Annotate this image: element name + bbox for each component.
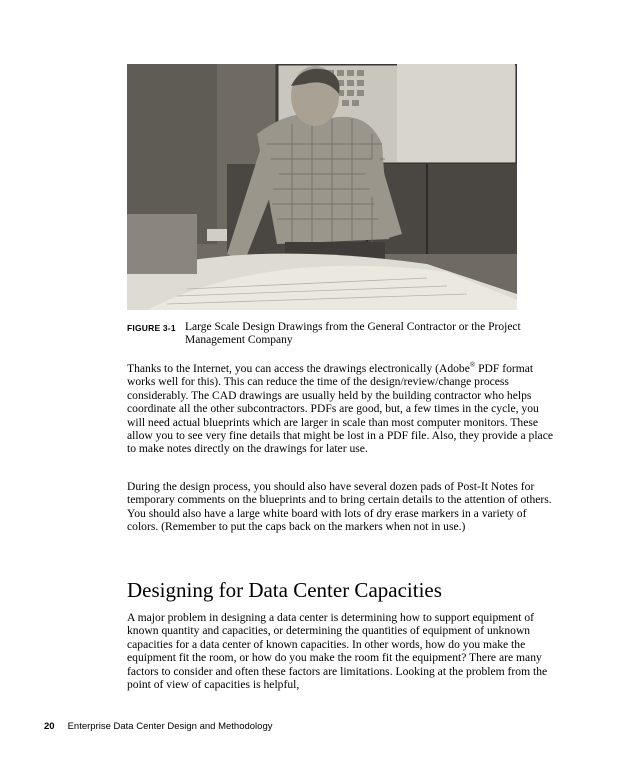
figure-label: FIGURE 3-1	[127, 323, 176, 333]
book-title: Enterprise Data Center Design and Methodology	[67, 721, 273, 732]
figure-photo	[127, 64, 517, 310]
figure-caption	[127, 321, 557, 347]
figure-caption-text: Large Scale Design Drawings from the General Contractor or the Project Management Company	[185, 321, 521, 346]
registered-mark: ®	[469, 361, 476, 370]
paragraph-capacities: A major problem in designing a data center is determining how to support equipment of known quantity and capacities, or determining the quantities of equipment of unknown capacities for a data center of known capacities. In other words, how do you make the equipment fit the room, or how do you make the room fit the equipment? There are many factors to consider and often these factors are limitations. Looking at the problem from the point of view of capacities is helpful,	[127, 611, 548, 692]
paragraph-design-process: During the design process, you should also have several dozen pads of Post-It Notes for temporary comments on the blueprints and to bring certain details to the attention of others. You should also have a large white board with lots of dry erase markers in a variety of colors. (Remember to put the caps back on the markers when not in use.)	[127, 480, 552, 534]
page-number: 20	[44, 721, 55, 732]
section-heading: Designing for Data Center Capacities	[127, 578, 442, 602]
photo-illustration	[127, 64, 517, 310]
paragraph-drawings	[127, 362, 559, 456]
page-footer	[44, 721, 272, 732]
paragraph-drawings-part1: Thanks to the Internet, you can access the drawings electronically (Adobe	[127, 362, 470, 375]
paragraph-drawings-part2: PDF format works well for this). This can reduce the time of the design/review/change process considerably. The CAD drawings are usually held by the building contractor who helps coordinate all the other subcontractors. PDFs are good, but, a few times in the cycle, you will need actual blueprints which are larger in scale than most computer monitors. These allow you to see very fine details that might be lost in a PDF file. Also, they provide a place to make notes directly on the drawings for later use.	[127, 362, 553, 456]
